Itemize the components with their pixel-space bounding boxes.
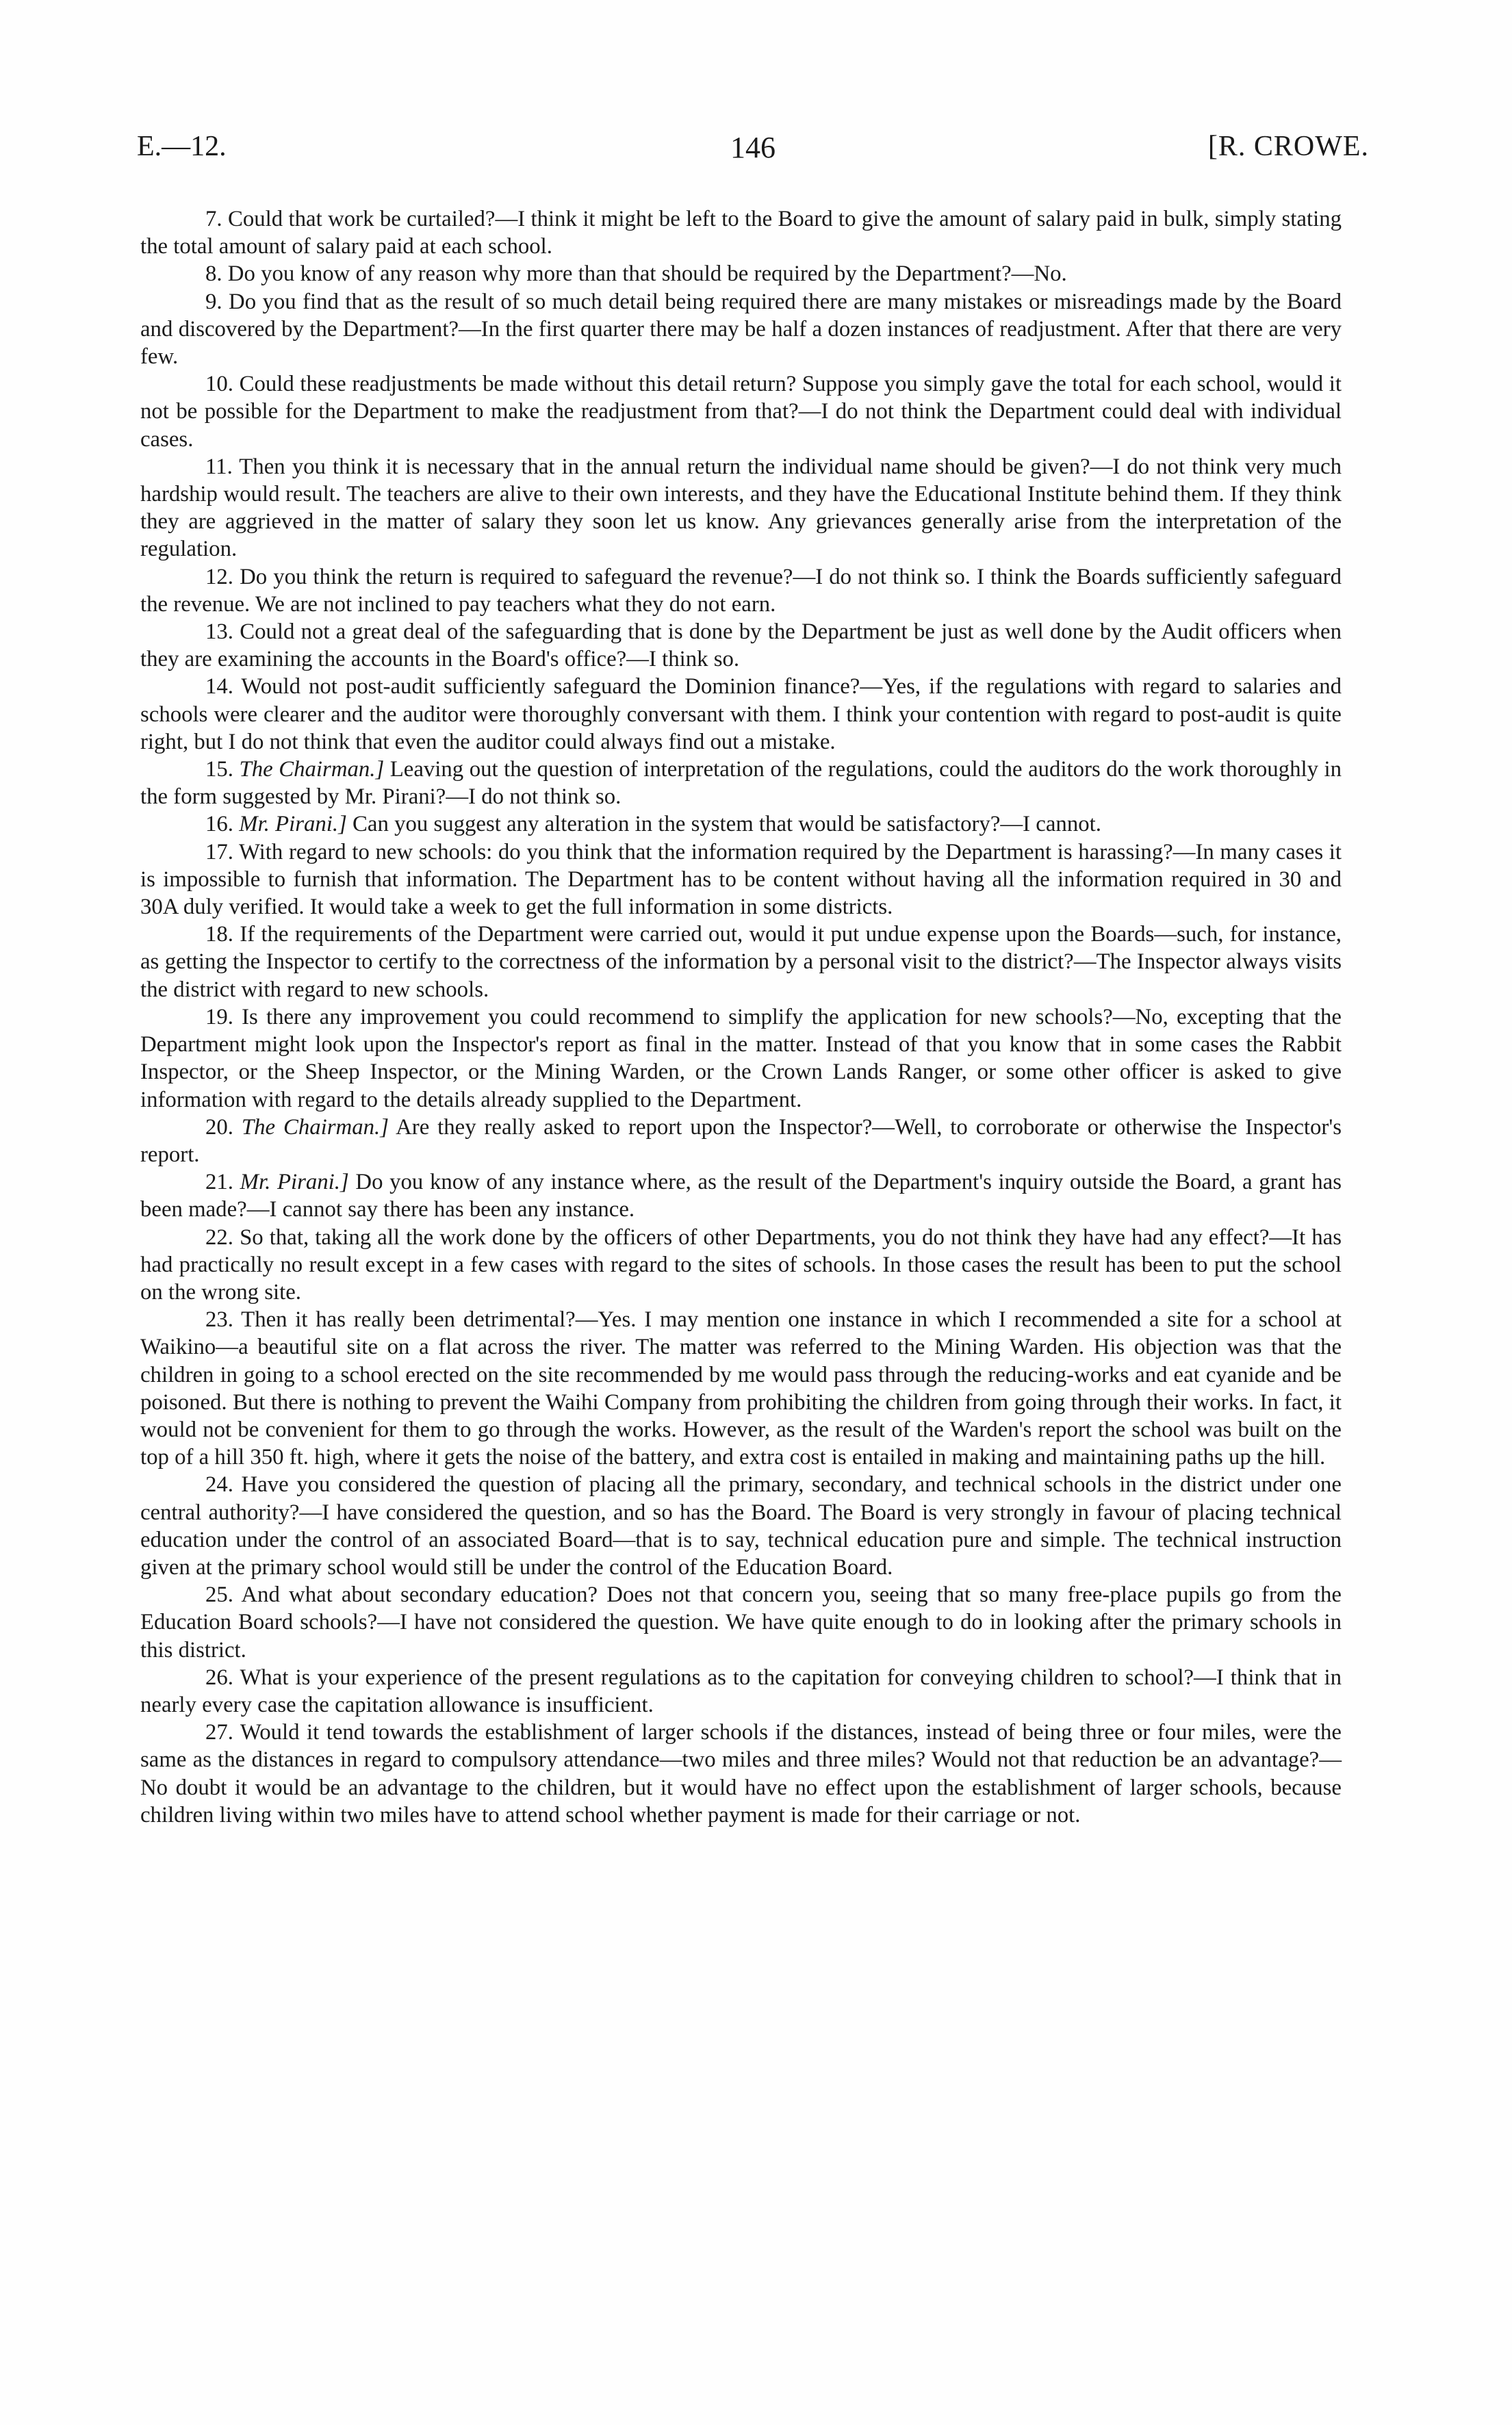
paragraph-19: 19. Is there any improvement you could recommend to simplify the application for new schools?—No, excepting that the Department might look upon the Inspector's report as final in the matter. Instead of that you know that in some cases the Rabbit Inspector, or the Sheep Inspector, or the Mining Warden, or the Crown Lands Ranger, or some other officer is asked to give information with regard to the details already supplied to the Department.	[140, 1004, 1342, 1112]
paragraph-26: 26. What is your experience of the present regulations as to the capitation for conveying children to school?—I think that in nearly every case the capitation allowance is insufficient.	[140, 1665, 1342, 1717]
paragraph-13: 13. Could not a great deal of the safeguarding that is done by the Department be just as well done by the Audit officers when they are examining the accounts in the Board's office?—I think so.	[140, 619, 1342, 672]
paragraph-18: 18. If the requirements of the Department were carried out, would it put undue expense upon the Boards—such, for instance, as getting the Inspector to certify to the correctness of the information by a personal visit to the district?—The Inspector always visits the district with regard to new schools.	[140, 922, 1342, 1002]
document-reference: E.—12.	[137, 131, 227, 162]
speaker-label: The Chairman.]	[239, 757, 385, 782]
page-header	[137, 130, 1369, 171]
paragraph-12: 12. Do you think the return is required to safeguard the revenue?—I do not think so. I think the Boards sufficiently safeguard the revenue. We are not inclined to pay teachers what they do not earn.	[140, 564, 1342, 617]
speaker-label: Mr. Pirani.]	[240, 1170, 349, 1195]
paragraph-10: 10. Could these readjustments be made without this detail return? Suppose you simply gave the total for each school, would it not be possible for the Department to make the readjustment from that?—I do not think the Department could deal with individual cases.	[140, 372, 1342, 452]
page-body	[140, 205, 1342, 1829]
paragraph-11: 11. Then you think it is necessary that in the annual return the individual name should be given?—I do not think very much hardship would result. The teachers are alive to their own interests, and they have the Educational Institute behind them. If they think they are aggrieved in the matter of salary they soon let us know. Any grievances generally arise from the interpretation of the regulation.	[140, 454, 1342, 562]
paragraph-25: 25. And what about secondary education? Does not that concern you, seeing that so many free-place pupils go from the Education Board schools?—I have not considered the question. We have quite enough to do in looking after the primary schools in this district.	[140, 1582, 1342, 1663]
paragraph-15: 15. The Chairman.] Leaving out the question of interpretation of the regulations, could the auditors do the work thoroughly in the form suggested by Mr. Pirani?—I do not think so.	[140, 757, 1342, 810]
paragraph-23: 23. Then it has really been detrimental?—Yes. I may mention one instance in which I recommended a site for a school at Waikino—a beautiful site on a flat across the river. The matter was referred to the Mining Warden. His objection was that the children in going to a school erected on the site recommended by me would pass through the reducing-works and eat cyanide and be poisoned. But there is nothing to prevent the Waihi Company from prohibiting the children from going through their works. In fact, it would not be convenient for them to go through the works. However, as the result of the Warden's report the school was built on the top of a hill 350 ft. high, where it gets the noise of the battery, and extra cost is entailed in making and maintaining paths up the hill.	[140, 1307, 1342, 1470]
paragraph-8: 8. Do you know of any reason why more than that should be required by the Department?—No.	[205, 261, 1067, 287]
speaker-label: The Chairman.]	[241, 1114, 389, 1140]
paragraph-20: 20. The Chairman.] Are they really asked to report upon the Inspector?—Well, to corroborate or otherwise the Inspector's report.	[140, 1114, 1342, 1167]
page-number: 146	[730, 131, 776, 164]
paragraph-9: 9. Do you find that as the result of so much detail being required there are many mistakes or misreadings made by the Board and discovered by the Department?—In the first quarter there may be half a dozen instances of readjustment. After that there are very few.	[140, 289, 1342, 370]
paragraph-27: 27. Would it tend towards the establishment of larger schools if the distances, instead of being three or four miles, were the same as the distances in regard to compulsory attendance—two miles and three miles? Would not that reduction be an advantage?—No doubt it would be an advantage to the children, but it would have no effect upon the establishment of larger schools, because children living within two miles have to attend school whether payment is made for their carriage or not.	[140, 1720, 1342, 1827]
speaker-label: Mr. Pirani.]	[239, 812, 347, 837]
witness-name: [R. CROWE.	[1207, 131, 1369, 162]
paragraph-14: 14. Would not post-audit sufficiently safeguard the Dominion finance?—Yes, if the regulations with regard to salaries and schools were clearer and the auditor were thoroughly conversant with them. I think your contention with regard to post-audit is quite right, but I do not think that even the auditor could always find out a mistake.	[140, 674, 1342, 754]
paragraph-17: 17. With regard to new schools: do you think that the information required by the Department is harassing?—In many cases it is impossible to furnish that information. The Department has to be content without having all the information required in 30 and 30A duly verified. It would take a week to get the full information in some districts.	[140, 839, 1342, 920]
paragraph-21: 21. Mr. Pirani.] Do you know of any instance where, as the result of the Department's inquiry outside the Board, a grant has been made?—I cannot say there has been any instance.	[140, 1170, 1342, 1222]
paragraph-16: 16. Mr. Pirani.] Can you suggest any alteration in the system that would be satisfactory?—I cannot.	[205, 812, 1101, 837]
paragraph-22: 22. So that, taking all the work done by the officers of other Departments, you do not think they have had any effect?—It has had practically no result except in a few cases with regard to the sites of schools. In those cases the result has been to put the school on the wrong site.	[140, 1224, 1342, 1305]
paragraph-7: 7. Could that work be curtailed?—I think it might be left to the Board to give the amount of salary paid in bulk, simply stating the total amount of salary paid at each school.	[140, 207, 1342, 259]
paragraph-24: 24. Have you considered the question of placing all the primary, secondary, and technical schools in the district under one central authority?—I have considered the question, and so has the Board. The Board is very strongly in favour of placing technical education under the control of an associated Board—that is to say, technical education pure and simple. The technical instruction given at the primary school would still be under the control of the Education Board.	[140, 1472, 1342, 1580]
